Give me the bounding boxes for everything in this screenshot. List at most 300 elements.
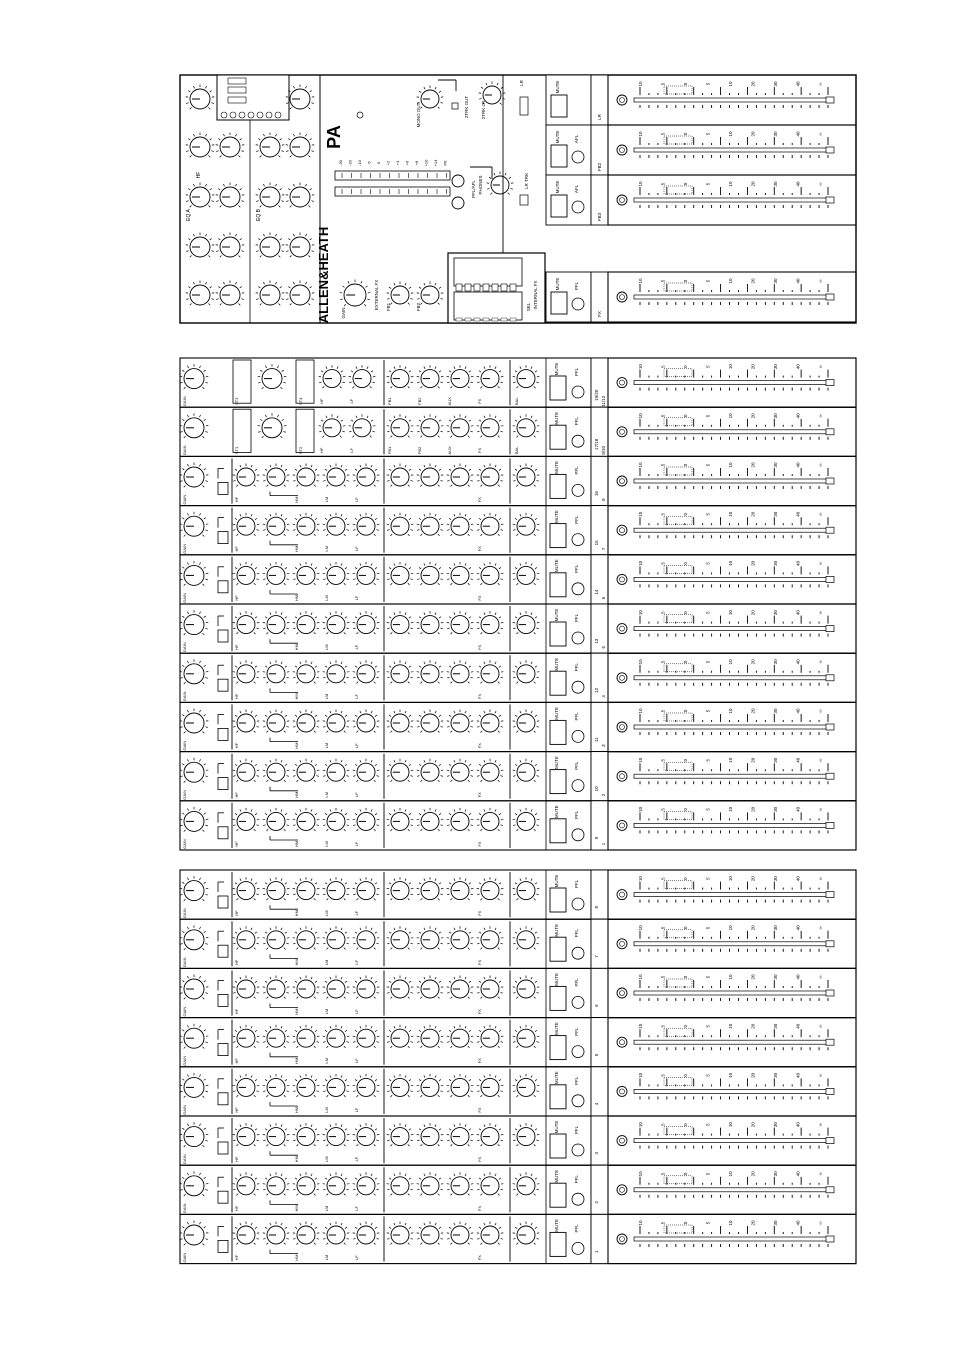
eq-knob[interactable] (353, 926, 380, 949)
eq-knob[interactable] (293, 808, 320, 831)
mute-button[interactable] (550, 1036, 566, 1060)
eq-b-knob[interactable] (286, 281, 315, 306)
eq-knob[interactable] (293, 1172, 320, 1195)
gain-knob[interactable] (180, 561, 209, 586)
eq-b-level-knob[interactable] (286, 85, 315, 110)
send-knob[interactable] (387, 1123, 414, 1146)
gain-knob[interactable] (180, 975, 209, 1000)
eq-knob[interactable] (293, 976, 320, 999)
pan-knob[interactable] (513, 808, 540, 831)
send-knob[interactable] (477, 976, 504, 999)
eq-a-level-knob[interactable] (186, 85, 215, 110)
mute-button[interactable] (550, 622, 566, 646)
eq-knob[interactable] (263, 759, 290, 782)
send-knob[interactable] (447, 562, 474, 585)
pan-knob[interactable] (513, 660, 540, 683)
gain-knob[interactable] (340, 280, 371, 307)
eq-b-knob[interactable] (256, 133, 285, 158)
send-knob[interactable] (387, 1172, 414, 1195)
gain-knob[interactable] (180, 463, 209, 488)
eq-knob[interactable] (263, 1172, 290, 1195)
phones-knob[interactable] (487, 172, 514, 195)
eq-knob[interactable] (263, 1123, 290, 1146)
pan-knob[interactable] (513, 1222, 540, 1245)
eq-knob[interactable] (293, 1123, 320, 1146)
insert-switch[interactable] (218, 994, 228, 1006)
channel-fader[interactable] (617, 462, 834, 489)
eq-knob[interactable] (263, 513, 290, 536)
eq-b-knob[interactable] (256, 233, 285, 258)
mute-button[interactable] (550, 1085, 566, 1109)
channel-fader[interactable] (617, 413, 834, 440)
mute-button[interactable] (551, 95, 567, 117)
eq-knob[interactable] (263, 660, 290, 683)
insert-switch[interactable] (218, 679, 228, 691)
eq-knob[interactable] (263, 611, 290, 634)
eq-knob[interactable] (353, 464, 380, 487)
mute-button[interactable] (550, 720, 566, 744)
insert-switch[interactable] (218, 1093, 228, 1105)
eq-knob[interactable] (323, 660, 350, 683)
send-knob[interactable] (447, 414, 474, 437)
send-knob[interactable] (477, 414, 504, 437)
send-knob[interactable] (477, 1222, 504, 1245)
eq-a-knob[interactable] (216, 233, 245, 258)
mute-button[interactable] (550, 573, 566, 597)
eq-knob[interactable] (323, 759, 350, 782)
eq-a-knob[interactable] (186, 183, 215, 208)
eq-knob[interactable] (293, 464, 320, 487)
afl-button-icon[interactable] (572, 151, 584, 163)
send-knob[interactable] (477, 513, 504, 536)
gain-knob[interactable] (180, 659, 209, 684)
eq-knob[interactable] (233, 1074, 260, 1097)
send-knob[interactable] (447, 877, 474, 900)
gain-knob[interactable] (180, 1122, 209, 1147)
eq-knob[interactable] (353, 513, 380, 536)
eq-knob[interactable] (263, 710, 290, 733)
mute-button[interactable] (551, 145, 567, 167)
channel-fader[interactable] (617, 1072, 834, 1099)
mute-button[interactable] (550, 524, 566, 548)
mute-button[interactable] (550, 819, 566, 843)
pan-knob[interactable] (513, 562, 540, 585)
channel-fader[interactable] (617, 659, 834, 686)
pan-knob[interactable] (513, 365, 540, 388)
pfl-button-icon[interactable] (572, 1193, 584, 1205)
pfl-button-icon[interactable] (572, 1095, 584, 1107)
channel-fader[interactable] (617, 610, 834, 637)
send-knob[interactable] (417, 877, 444, 900)
eq-a-knob[interactable] (186, 133, 215, 158)
eq-knob[interactable] (233, 1222, 260, 1245)
gain-knob[interactable] (180, 807, 209, 832)
send-knob[interactable] (447, 1074, 474, 1097)
send-knob[interactable] (477, 660, 504, 683)
pan-knob[interactable] (513, 710, 540, 733)
fb2-send-knob[interactable] (417, 282, 444, 305)
eq-knob[interactable] (323, 611, 350, 634)
send-knob[interactable] (447, 464, 474, 487)
eq-knob[interactable] (353, 1222, 380, 1245)
eq-b-knob[interactable] (256, 281, 285, 306)
knob-tick (295, 932, 297, 933)
eq-knob[interactable] (323, 877, 350, 900)
eq-knob[interactable] (233, 808, 260, 831)
eq-knob[interactable] (353, 710, 380, 733)
gain-knob[interactable] (180, 1073, 209, 1098)
afl-button-icon[interactable] (572, 298, 584, 310)
channel-fader[interactable] (617, 757, 834, 784)
send-knob[interactable] (417, 1172, 444, 1195)
send-knob[interactable] (387, 710, 414, 733)
pfl-button-icon[interactable] (572, 484, 584, 496)
send-knob[interactable] (387, 926, 414, 949)
eq-knob[interactable] (353, 660, 380, 683)
channel-fader[interactable] (617, 560, 834, 587)
master-fader[interactable] (617, 81, 834, 108)
send-knob[interactable] (477, 1172, 504, 1195)
mute-button[interactable] (550, 1134, 566, 1158)
pan-knob[interactable] (513, 1074, 540, 1097)
afl-button-icon[interactable] (572, 201, 584, 213)
send-knob[interactable] (417, 365, 444, 388)
pan-knob[interactable] (513, 1123, 540, 1146)
pan-knob[interactable] (513, 877, 540, 900)
send-knob[interactable] (477, 1025, 504, 1048)
gain-knob[interactable] (180, 512, 209, 537)
send-knob[interactable] (417, 926, 444, 949)
pfl-button-icon[interactable] (572, 730, 584, 742)
master-fader[interactable] (617, 131, 834, 158)
eq-knob[interactable] (233, 611, 260, 634)
eq-knob[interactable] (233, 464, 260, 487)
insert-switch[interactable] (218, 778, 228, 790)
send-knob[interactable] (417, 414, 444, 437)
send-knob[interactable] (387, 808, 414, 831)
send-knob[interactable] (477, 877, 504, 900)
pan-knob[interactable] (513, 513, 540, 536)
eq-knob[interactable] (323, 513, 350, 536)
pan-knob[interactable] (513, 464, 540, 487)
eq-knob[interactable] (233, 513, 260, 536)
eq-a-knob[interactable] (186, 281, 215, 306)
channel-fader[interactable] (617, 1171, 834, 1198)
lf-knob[interactable] (349, 414, 376, 437)
insert-switch[interactable] (218, 728, 228, 740)
eq-knob[interactable] (353, 1074, 380, 1097)
eq-knob[interactable] (233, 1172, 260, 1195)
pfl-button-icon[interactable] (572, 996, 584, 1008)
eq-knob[interactable] (233, 926, 260, 949)
pan-knob[interactable] (513, 1172, 540, 1195)
pan-knob[interactable] (513, 759, 540, 782)
send-knob[interactable] (387, 513, 414, 536)
eq-knob[interactable] (233, 976, 260, 999)
insert-switch[interactable] (218, 1240, 228, 1252)
channel-fader[interactable] (617, 708, 834, 735)
eq-knob[interactable] (263, 877, 290, 900)
eq-knob[interactable] (293, 1074, 320, 1097)
eq-knob[interactable] (263, 926, 290, 949)
pfl-button-icon[interactable] (572, 435, 584, 447)
eq-knob[interactable] (233, 759, 260, 782)
insert-switch[interactable] (218, 945, 228, 957)
mute-button[interactable] (550, 425, 566, 449)
send-knob[interactable] (387, 976, 414, 999)
eq-a-knob[interactable] (186, 233, 215, 258)
pan-knob[interactable] (513, 976, 540, 999)
eq-knob[interactable] (353, 1123, 380, 1146)
mute-button[interactable] (550, 986, 566, 1010)
insert-switch[interactable] (218, 630, 228, 642)
eq-knob[interactable] (263, 1025, 290, 1048)
send-knob[interactable] (387, 1074, 414, 1097)
eq-knob[interactable] (293, 877, 320, 900)
channel-fader[interactable] (617, 1220, 834, 1247)
send-knob[interactable] (417, 1025, 444, 1048)
eq-knob[interactable] (233, 1123, 260, 1146)
pan-knob[interactable] (513, 1025, 540, 1048)
mute-button[interactable] (551, 292, 567, 314)
send-knob[interactable] (447, 1222, 474, 1245)
send-knob[interactable] (447, 365, 474, 388)
send-knob[interactable] (477, 710, 504, 733)
mute-button[interactable] (550, 770, 566, 794)
insert-switch[interactable] (218, 896, 228, 908)
eq-knob[interactable] (353, 877, 380, 900)
send-knob[interactable] (417, 808, 444, 831)
send-knob[interactable] (477, 562, 504, 585)
send-knob[interactable] (417, 513, 444, 536)
eq-a-knob[interactable] (216, 133, 245, 158)
hf-knob[interactable] (319, 365, 346, 388)
channel-fader[interactable] (617, 925, 834, 952)
eq-knob[interactable] (323, 1172, 350, 1195)
eq-knob[interactable] (323, 464, 350, 487)
mute-button[interactable] (550, 1183, 566, 1207)
send-knob[interactable] (417, 1074, 444, 1097)
eq-b-knob[interactable] (286, 133, 315, 158)
eq-knob[interactable] (323, 1123, 350, 1146)
send-knob[interactable] (447, 611, 474, 634)
eq-knob[interactable] (293, 759, 320, 782)
send-knob[interactable] (477, 1123, 504, 1146)
pfl-button-icon[interactable] (572, 386, 584, 398)
send-knob[interactable] (387, 1025, 414, 1048)
gain-knob[interactable] (180, 413, 209, 438)
eq-a-knob[interactable] (216, 183, 245, 208)
eq-knob[interactable] (293, 1025, 320, 1048)
pan-knob[interactable] (513, 414, 540, 437)
eq-knob[interactable] (323, 562, 350, 585)
send-knob[interactable] (477, 365, 504, 388)
pfl-button-icon[interactable] (572, 534, 584, 546)
pfl-button-icon[interactable] (572, 632, 584, 644)
mute-button[interactable] (550, 474, 566, 498)
insert-switch[interactable] (218, 1142, 228, 1154)
master-fader[interactable] (617, 181, 834, 208)
eq-b-knob[interactable] (256, 183, 285, 208)
gain-knob[interactable] (180, 876, 209, 901)
eq-knob[interactable] (323, 1025, 350, 1048)
pfl-button-icon[interactable] (572, 681, 584, 693)
eq-knob[interactable] (323, 976, 350, 999)
send-knob[interactable] (477, 926, 504, 949)
eq-knob[interactable] (263, 562, 290, 585)
insert-switch[interactable] (218, 581, 228, 593)
pan-knob[interactable] (513, 926, 540, 949)
eq-knob[interactable] (233, 877, 260, 900)
eq-b-knob[interactable] (286, 183, 315, 208)
send-knob[interactable] (417, 464, 444, 487)
send-knob[interactable] (447, 976, 474, 999)
send-knob[interactable] (417, 1123, 444, 1146)
eq-knob[interactable] (353, 611, 380, 634)
pfl-button-icon[interactable] (572, 898, 584, 910)
eq-knob[interactable] (323, 1222, 350, 1245)
send-knob[interactable] (417, 1222, 444, 1245)
send-knob[interactable] (477, 611, 504, 634)
lf-knob[interactable] (349, 365, 376, 388)
send-knob[interactable] (447, 710, 474, 733)
eq-knob[interactable] (263, 808, 290, 831)
knob-tick (374, 1095, 376, 1097)
send-knob[interactable] (477, 1074, 504, 1097)
insert-switch[interactable] (218, 827, 228, 839)
send-knob[interactable] (447, 1025, 474, 1048)
pfl-button-icon[interactable] (572, 780, 584, 792)
mute-button[interactable] (551, 195, 567, 217)
mute-button[interactable] (550, 937, 566, 961)
send-knob[interactable] (387, 877, 414, 900)
send-knob[interactable] (417, 759, 444, 782)
eq-knob[interactable] (323, 926, 350, 949)
send-knob[interactable] (477, 464, 504, 487)
send-knob[interactable] (387, 1222, 414, 1245)
mute-button[interactable] (550, 376, 566, 400)
gain-knob[interactable] (180, 1024, 209, 1049)
eq-knob[interactable] (233, 710, 260, 733)
eq-knob[interactable] (293, 611, 320, 634)
gain-knob[interactable] (180, 758, 209, 783)
eq-knob[interactable] (293, 1222, 320, 1245)
pfl-button-icon[interactable] (572, 1144, 584, 1156)
eq-knob[interactable] (353, 1025, 380, 1048)
send-knob[interactable] (447, 759, 474, 782)
send-knob[interactable] (387, 611, 414, 634)
master-fader[interactable] (617, 278, 834, 305)
send-knob[interactable] (387, 562, 414, 585)
gain-knob[interactable] (180, 364, 209, 389)
eq-knob[interactable] (233, 562, 260, 585)
hf-knob[interactable] (319, 414, 346, 437)
insert-switch[interactable] (218, 1044, 228, 1056)
eq-knob[interactable] (323, 710, 350, 733)
channel-fader[interactable] (617, 876, 834, 903)
eq-knob[interactable] (263, 976, 290, 999)
gain-knob[interactable] (180, 925, 209, 950)
send-knob[interactable] (447, 660, 474, 683)
channel-fader[interactable] (617, 974, 834, 1001)
mute-button[interactable] (550, 1232, 566, 1256)
eq-knob[interactable] (353, 808, 380, 831)
stereo-gain-knob[interactable] (258, 364, 287, 389)
eq-knob[interactable] (233, 1025, 260, 1048)
gain-knob[interactable] (180, 610, 209, 635)
channel-fader[interactable] (617, 1023, 834, 1050)
eq-knob[interactable] (323, 1074, 350, 1097)
send-knob[interactable] (417, 611, 444, 634)
send-knob[interactable] (447, 1172, 474, 1195)
send-knob[interactable] (447, 926, 474, 949)
send-knob[interactable] (417, 660, 444, 683)
eq-a-knob[interactable] (216, 281, 245, 306)
pfl-button-icon[interactable] (572, 829, 584, 841)
send-knob[interactable] (417, 976, 444, 999)
pfl-button-icon[interactable] (572, 1242, 584, 1254)
channel-fader[interactable] (617, 364, 834, 391)
stereo-gain-knob[interactable] (258, 413, 287, 438)
send-knob[interactable] (477, 808, 504, 831)
mute-button[interactable] (550, 888, 566, 912)
eq-knob[interactable] (353, 1172, 380, 1195)
eq-knob[interactable] (263, 1074, 290, 1097)
send-knob[interactable] (387, 660, 414, 683)
knob-tick (419, 764, 421, 765)
send-knob[interactable] (387, 759, 414, 782)
channel-fader[interactable] (617, 1122, 834, 1149)
eq-knob[interactable] (323, 808, 350, 831)
channel-fader[interactable] (617, 806, 834, 833)
eq-b-knob[interactable] (286, 233, 315, 258)
pan-knob[interactable] (513, 611, 540, 634)
insert-switch[interactable] (218, 482, 228, 494)
send-knob[interactable] (447, 808, 474, 831)
eq-knob[interactable] (293, 562, 320, 585)
send-knob[interactable] (447, 1123, 474, 1146)
eq-knob[interactable] (293, 710, 320, 733)
eq-knob[interactable] (353, 759, 380, 782)
channel-fader[interactable] (617, 511, 834, 538)
send-knob[interactable] (387, 464, 414, 487)
send-knob[interactable] (387, 414, 414, 437)
send-knob[interactable] (477, 759, 504, 782)
gain-knob[interactable] (180, 1171, 209, 1196)
insert-switch[interactable] (218, 1191, 228, 1203)
eq-knob[interactable] (233, 660, 260, 683)
fb1-send-knob[interactable] (387, 282, 414, 305)
mute-button[interactable] (550, 671, 566, 695)
pfl-button-icon[interactable] (572, 1046, 584, 1058)
eq-knob[interactable] (263, 464, 290, 487)
send-knob[interactable] (387, 365, 414, 388)
eq-knob[interactable] (293, 660, 320, 683)
send-knob[interactable] (417, 562, 444, 585)
eq-knob[interactable] (293, 513, 320, 536)
gain-knob[interactable] (180, 709, 209, 734)
eq-knob[interactable] (263, 1222, 290, 1245)
pfl-button-icon[interactable] (572, 583, 584, 595)
insert-switch[interactable] (218, 532, 228, 544)
gain-knob[interactable] (180, 1221, 209, 1246)
eq-knob[interactable] (353, 976, 380, 999)
pfl-button-icon[interactable] (572, 947, 584, 959)
eq-knob[interactable] (353, 562, 380, 585)
send-knob[interactable] (447, 513, 474, 536)
send-knob[interactable] (417, 710, 444, 733)
eq-knob[interactable] (293, 926, 320, 949)
